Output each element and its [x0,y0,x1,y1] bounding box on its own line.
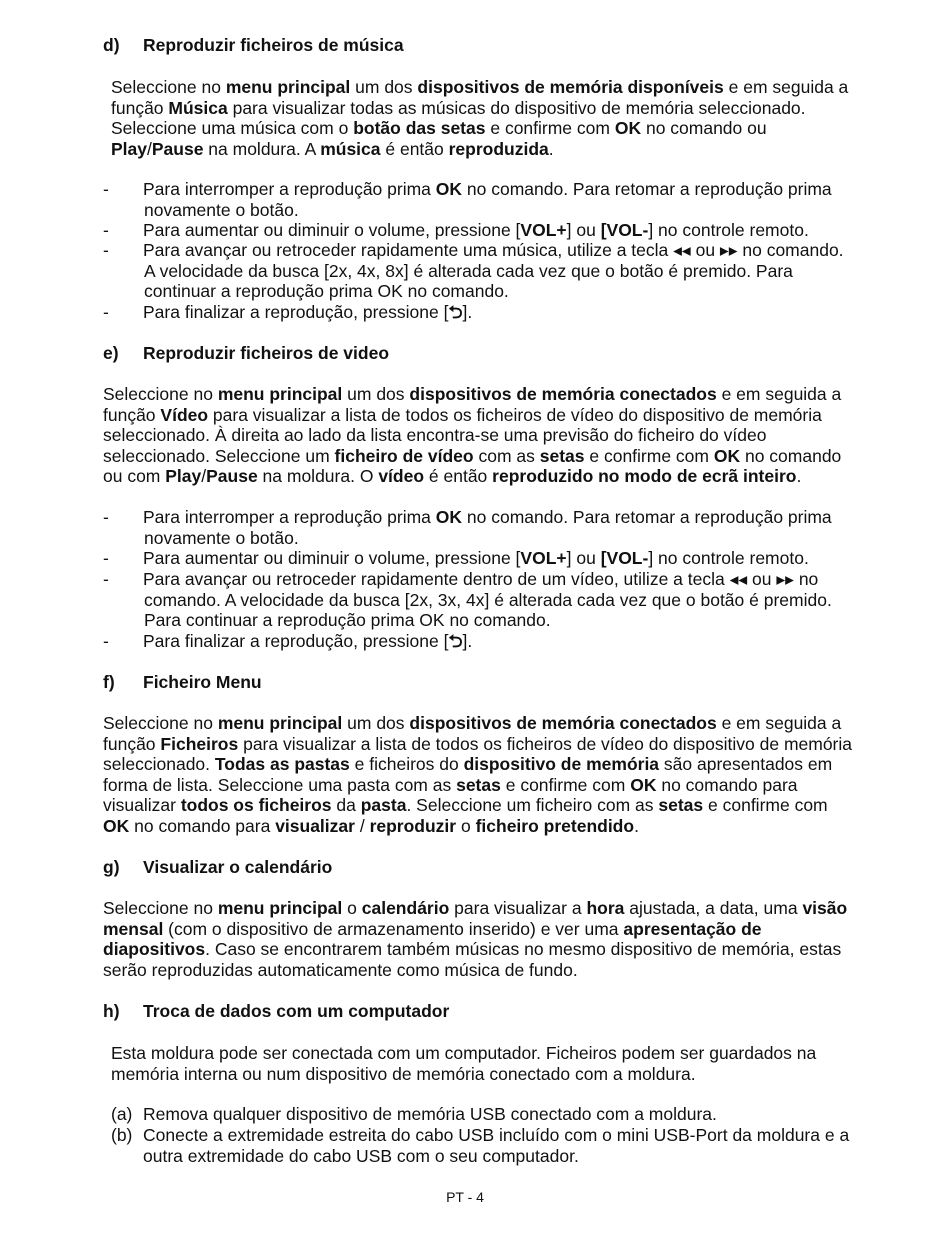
bullet-dash: - [103,548,109,568]
section-heading-f [103,672,262,692]
section-title: Visualizar o calendário [143,857,333,877]
page-number: PT - 4 [446,1189,484,1205]
paragraph-line: memória interna ou num dispositivo de memória conectado com a moldura. [111,1063,696,1084]
return-arrow-icon: ⮌ [448,302,463,322]
bullet-dash: - [103,240,109,260]
bullet-dash: - [103,179,109,199]
list-marker: (b) [111,1125,133,1145]
bullet-dash: - [103,569,109,589]
section-title: Reproduzir ficheiros de música [143,35,404,55]
bullet-dash: - [103,631,109,651]
paragraph-line: Esta moldura pode ser conectada com um computador. Ficheiros podem ser guardados na [111,1043,817,1063]
document-page: d) Reproduzir ficheiros de música Seleccione no menu principal um dos dispositivos de memória disponíveis e em seguida a função Música para visualizar todas as músicas do dispositivo de memória seleccionado. Seleccione uma música com o botão das setas e confirme com OK no comando ou Play/Pause na moldura. A música é então reproduzida. - Para interromper a reprodução prima OK no comando. Para retomar a reprodução prima novamente o botão. - Para aumentar ou diminuir o volume, pressione [VOL+] ou [VOL-] no controle remoto. - Para avançar ou retroceder rapidamente uma música, utilize a tecla ◂◂ ou ▸▸ no comando. A velocidade da busca [2x, 4x, 8x] é alterada cada vez que o botão é premido. Para continuar a reprodução prima OK no comando. - Para finalizar a reprodução, pressione [⮌]. e) Reproduzir ficheiros de video Seleccione no menu principal um dos dispositivos de memória conectados e em seguida a função Vídeo para visualizar a lista de todos os ficheiros de vídeo do dispositivo de memória seleccionado. À direita ao lado da lista encontra-se uma previsão do ficheiro do vídeo seleccionado. Seleccione um ficheiro de vídeo com as setas e confirme com OK no comando ou com Play/Pause na moldura. O vídeo é então reproduzido no modo de ecrã inteiro. - Para interromper a reprodução prima OK no comando. Para retomar a reprodução prima novamente o botão. - Para aumentar ou diminuir o volume, pressione [VOL+] ou [VOL-] no controle remoto. - Para avançar ou retroceder rapidamente dentro de um vídeo, utilize a tecla ◂◂ ou ▸▸ no comando. A velocidade da busca [2x, 3x, 4x] é alterada cada vez que o botão é premido. Para continuar a reprodução prima OK no comando. - Para finalizar a reprodução, pressione [⮌]. f) Ficheiro Menu Seleccione no menu principal um dos dispositivos de memória conectados e em seguida a função Ficheiros para visualizar a lista de todos os ficheiros de vídeo do dispositivo de memória seleccionado. Todas as pastas e ficheiros do dispositivo de memória são apresentados em forma de lista. Seleccione uma pasta com as setas e confirme com OK no comando para visualizar todos os ficheiros da pasta. Seleccione um ficheiro com as setas e confirme com OK no comando para visualizar / reproduzir o ficheiro pretendido. g) Visualizar o calendário Seleccione no menu principal o calendário para visualizar a hora ajustada, a data, uma visão mensal (com o dispositivo de armazenamento inserido) e ver uma apresentação de diapositivos. Caso se encontrarem também músicas no mesmo dispositivo de memória, estas serão reproduzidas automaticamente como música de fundo. h) Troca de dados com um computador Esta moldura pode ser conectada com um computador. Ficheiros podem ser guardados na memória interna ou num dispositivo de memória conectado com a moldura. (a) Remova qualquer dispositivo de memória USB conectado com a moldura. (b) Conecte a extremidade estreita do cabo USB incluído com o mini USB-Port da moldura e a outra extremidade do cabo USB com o seu computador. PT - 4 [0,0,950,1238]
section-title: Reproduzir ficheiros de video [143,343,390,363]
list-marker: (a) [111,1104,133,1124]
paragraph-g: Seleccione no menu principal o calendário para visualizar a hora ajustada, a data, uma visão mensal (com o dispositivo de armazenamento inserido) e ver uma apresentação de diapositivos. Caso se encontrarem também músicas no mesmo dispositivo de memória, estas serão reproduzidas automaticamente como música de fundo. [103,898,848,980]
bullet-dash: - [103,220,109,240]
list-item-text: Remova qualquer dispositivo de memória USB conectado com a moldura. [143,1104,717,1124]
fast-forward-icon: ▸▸ [719,240,738,260]
section-heading-d [103,35,404,55]
paragraph-d: Seleccione no menu principal um dos dispositivos de memória disponíveis e em seguida a função Música para visualizar todas as músicas do dispositivo de memória seleccionado. Seleccione uma música com o botão das setas e confirme com OK no comando ou Play/Pause na moldura. A música é então reproduzida. [111,77,849,159]
paragraph-h [111,1043,816,1084]
section-letter: e) [103,343,119,363]
section-heading-h [103,1001,449,1021]
list-item-text: outra extremidade do cabo USB com o seu computador. [143,1145,579,1166]
list-item-text: Conecte a extremidade estreita do cabo USB incluído com o mini USB-Port da moldura e a [143,1125,850,1145]
section-letter: f) [103,672,115,692]
section-title: Troca de dados com um computador [143,1001,450,1021]
paragraph-e: Seleccione no menu principal um dos dispositivos de memória conectados e em seguida a função Vídeo para visualizar a lista de todos os ficheiros de vídeo do dispositivo de memória seleccionado. À direita ao lado da lista encontra-se uma previsão do ficheiro do vídeo seleccionado. Seleccione um ficheiro de vídeo com as setas e confirme com OK no comando ou com Play/Pause na moldura. O vídeo é então reproduzido no modo de ecrã inteiro. [103,384,842,486]
fast-forward-icon: ▸▸ [776,569,794,589]
bullet-dash: - [103,507,109,527]
return-arrow-icon: ⮌ [448,631,463,651]
section-letter: g) [103,857,120,877]
bullet-dash: - [103,302,109,322]
section-heading-g [103,857,332,877]
section-letter: d) [103,35,120,55]
rewind-icon: ◂◂ [729,569,748,589]
rewind-icon: ◂◂ [673,240,691,260]
section-title: Ficheiro Menu [143,672,262,692]
section-letter: h) [103,1001,120,1021]
paragraph-f: Seleccione no menu principal um dos dispositivos de memória conectados e em seguida a função Ficheiros para visualizar a lista de todos os ficheiros de vídeo do dispositivo de memória seleccionado. Todas as pastas e ficheiros do dispositivo de memória são apresentados em forma de lista. Seleccione uma pasta com as setas e confirme com OK no comando para visualizar todos os ficheiros da pasta. Seleccione um ficheiro com as setas e confirme com OK no comando para visualizar / reproduzir o ficheiro pretendido. [103,713,853,836]
section-heading-e [103,343,389,363]
